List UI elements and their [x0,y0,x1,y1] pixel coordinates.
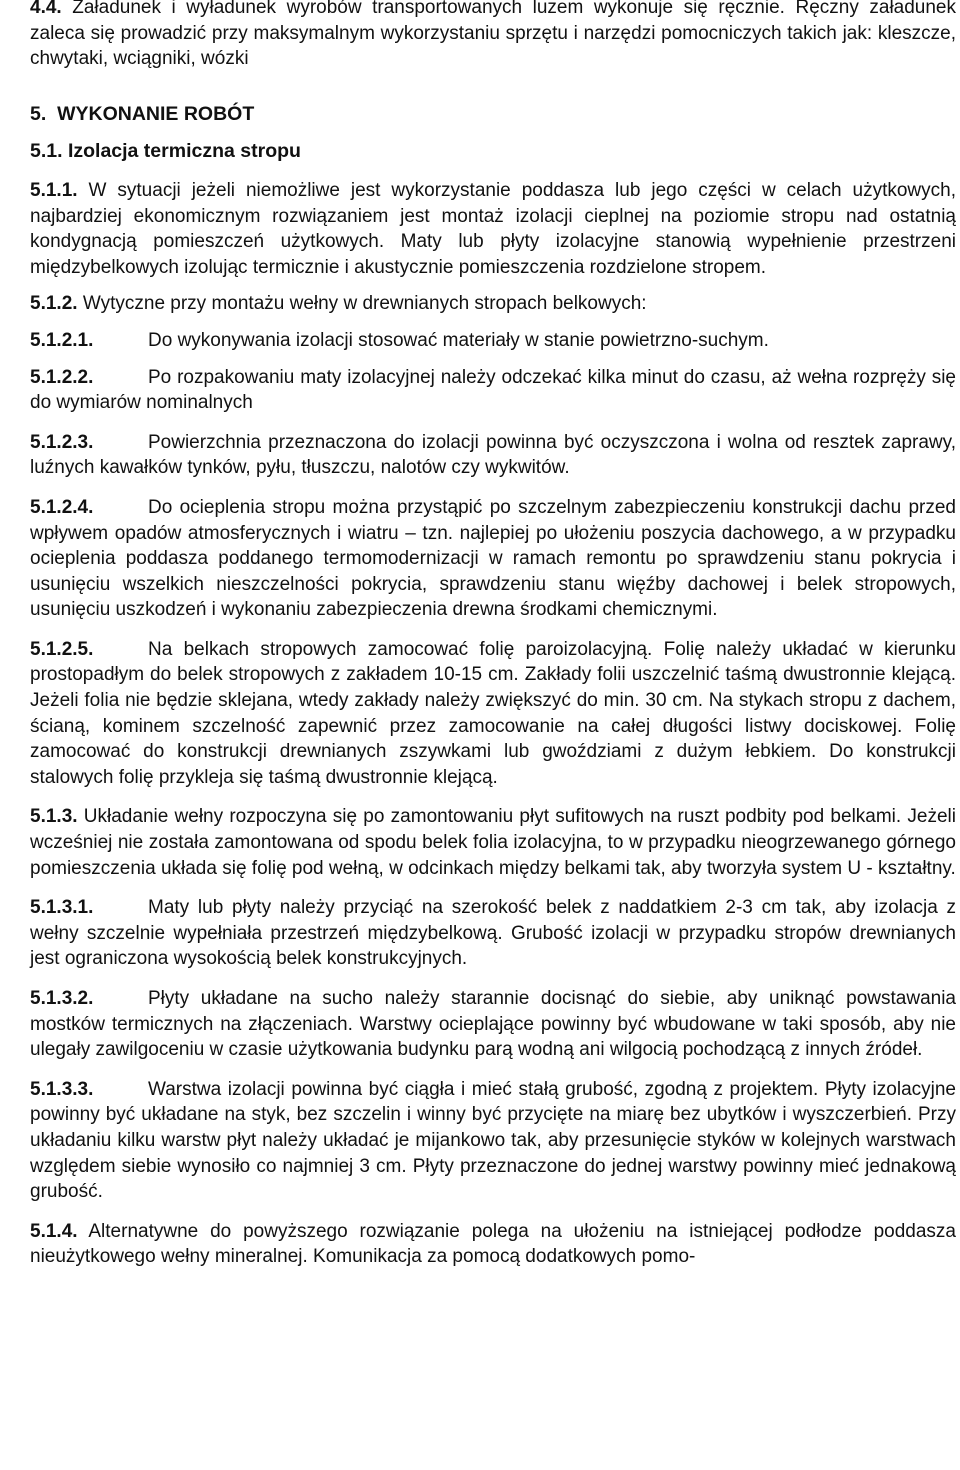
paragraph-text: Na belkach stropowych zamocować folię paroizolacyjną. Folię należy układać w kierunku prostopadłym do belek stropowych z zakładem 10-15 cm. Zakłady folii uszczelnić taśmą dwustronnie klejącą. Jeżeli folia nie będzie sklejana, wtedy zakłady należy zwiększyć do min. 30 cm. Na stykach stropu z dachem, ścianą, kominem szczelność zapewnić przez zamocowanie na całej długości listwy dociskowej. Folię zamocować do konstrukcji drewnianych zszywkami lub gwoździami z dużym łebkiem. Do konstrukcji stalowych folię przykleja się taśmą dwustronnie klejącą. [30,638,956,788]
paragraph-text: Maty lub płyty należy przyciąć na szerokość belek z naddatkiem 2-3 cm tak, aby izolacja z wełny szczelnie wypełniała przestrzeń międzybelkową. Grubość izolacji w przypadku stropów drewnianych jest ograniczona wysokością belek konstrukcyjnych. [30,897,956,970]
paragraph-text: Warstwa izolacji powinna być ciągła i mieć stałą grubość, zgodną z projektem. Płyty izolacyjne powinny być układane na styk, bez szczelin i winny być przycięte na miarę bez ubytków i wyszczerbień. Przy układaniu kilku warstw płyt należy układać je mijankowo tak, aby przesunięcie styków w kolejnych warstwach względem siebie wynosiło co najmniej 3 cm. Płyty przeznaczone do jednej warstwy powinny mieć jednakową grubość. [30,1078,956,1203]
paragraph-number: 5.1.2.1. [30,329,94,351]
paragraph-number: 5.1.3.1. [30,897,94,919]
paragraph-number: 5.1.2.5. [30,638,94,660]
paragraph-number: 5.1.1. [30,179,78,201]
document-body [30,0,956,1270]
paragraph-number: 5.1.2.2. [30,366,94,388]
paragraph-text: Załadunek i wyładunek wyrobów transportowanych luzem wykonuje się ręcznie. Ręczny załadunek zaleca się prowadzić przy maksymalnym wykorzystaniu sprzętu i narzędzi pomocniczych takich jak: kleszcze, chwytaki, wciągniki, wózki [30,0,957,70]
paragraph-5-1-1 [30,178,956,280]
paragraph-number: 4.4. [30,0,62,18]
paragraph-number: 5.1.3.3. [30,1078,94,1100]
paragraph-text: Powierzchnia przeznaczona do izolacji powinna być oczyszczona i wolna od resztek zaprawy, luźnych kawałków tynków, pyłu, tłuszczu, nalotów czy wykwitów. [30,431,956,479]
paragraph-number: 5.1.4. [30,1220,78,1242]
paragraph-text: Alternatywne do powyższego rozwiązanie polega na ułożeniu na istniejącej podłodze poddasza nieużytkowego wełny mineralnej. Komunikacja za pomocą dodatkowych pomo- [30,1220,956,1268]
paragraph-text: Wytyczne przy montażu wełny w drewnianych stropach belkowych: [82,293,647,315]
section-heading-5: 5. WYKONANIE ROBÓT [30,102,255,125]
paragraph-5-1-2-5 [30,637,956,791]
paragraph-number: 5.1.3. [30,806,78,828]
paragraph-5-1-2-1 [30,328,956,354]
paragraph-text: Do ocieplenia stropu można przystąpić po szczelnym zabezpieczeniu konstrukcji dachu przed wpływem opadów atmosferycznych i wiatru – tzn. najlepiej po ułożeniu poszycia dachowego, a w przypadku ocieplenia poddasza poddanego termomodernizacji w ramach remontu po sprawdzeniu stanu pokrycia i usunięciu wszelkich nieszczelności pokrycia, sprawdzeniu stanu więźby dachowej i belek stropowych, usunięciu uszkodzeń i wykonaniu zabezpieczenia drewna środkami chemicznymi. [30,496,956,621]
paragraph-4-4 [30,0,956,72]
paragraph-5-1-3-2 [30,986,956,1063]
paragraph-text: Do wykonywania izolacji stosować materiały w stanie powietrzno-suchym. [148,329,769,351]
paragraph-5-1-2-2 [30,365,956,416]
paragraph-number: 5.1.2.3. [30,431,94,453]
paragraph-text: W sytuacji jeżeli niemożliwe jest wykorzystanie poddasza lub jego części w celach użytkowych, najbardziej ekonomicznym rozwiązaniem jest montaż izolacji cieplnej na poziomie stropu nad ostatnią kondygnacją pomieszczeń użytkowych. Maty lub płyty izolacyjne stanowią wypełnienie przestrzeni międzybelkowych izolując termicznie i akustycznie pomieszczenia rozdzielone stropem. [30,179,957,278]
paragraph-text: Układanie wełny rozpoczyna się po zamontowaniu płyt sufitowych na ruszt podbity pod belkami. Jeżeli wcześniej nie została zamontowana od spodu belek folia izolacyjna, to w przypadku nieogrzewanego górnego pomieszczenia układa się folię pod wełną, w odcinkach między belkami tak, aby tworzyła system U - kształtny. [30,806,956,879]
paragraph-number: 5.1.2.4. [30,496,94,518]
paragraph-5-1-2-4 [30,495,956,623]
paragraph-5-1-3-3 [30,1077,956,1205]
section-heading-5-1: 5.1. Izolacja termiczna stropu [30,140,301,163]
paragraph-5-1-3 [30,804,956,881]
paragraph-number: 5.1.2. [30,293,78,315]
paragraph-5-1-2-3 [30,430,956,481]
paragraph-number: 5.1.3.2. [30,988,94,1009]
paragraph-5-1-4 [30,1219,956,1270]
paragraph-text: Po rozpakowaniu maty izolacyjnej należy odczekać kilka minut do czasu, aż wełna rozpręży się do wymiarów nominalnych [30,366,956,414]
paragraph-5-1-3-1 [30,895,956,972]
paragraph-5-1-2 [30,291,956,317]
paragraph-text: Płyty układane na sucho należy starannie docisnąć do siebie, aby uniknąć powstawania mostków termicznych na złączeniach. Warstwy ocieplające powinny być wbudowane w taki sposób, aby nie ulegały zawilgoceniu w czasie użytkowania budynku parą wodną ani wilgocią pochodzącą z innych źródeł. [30,988,956,1061]
